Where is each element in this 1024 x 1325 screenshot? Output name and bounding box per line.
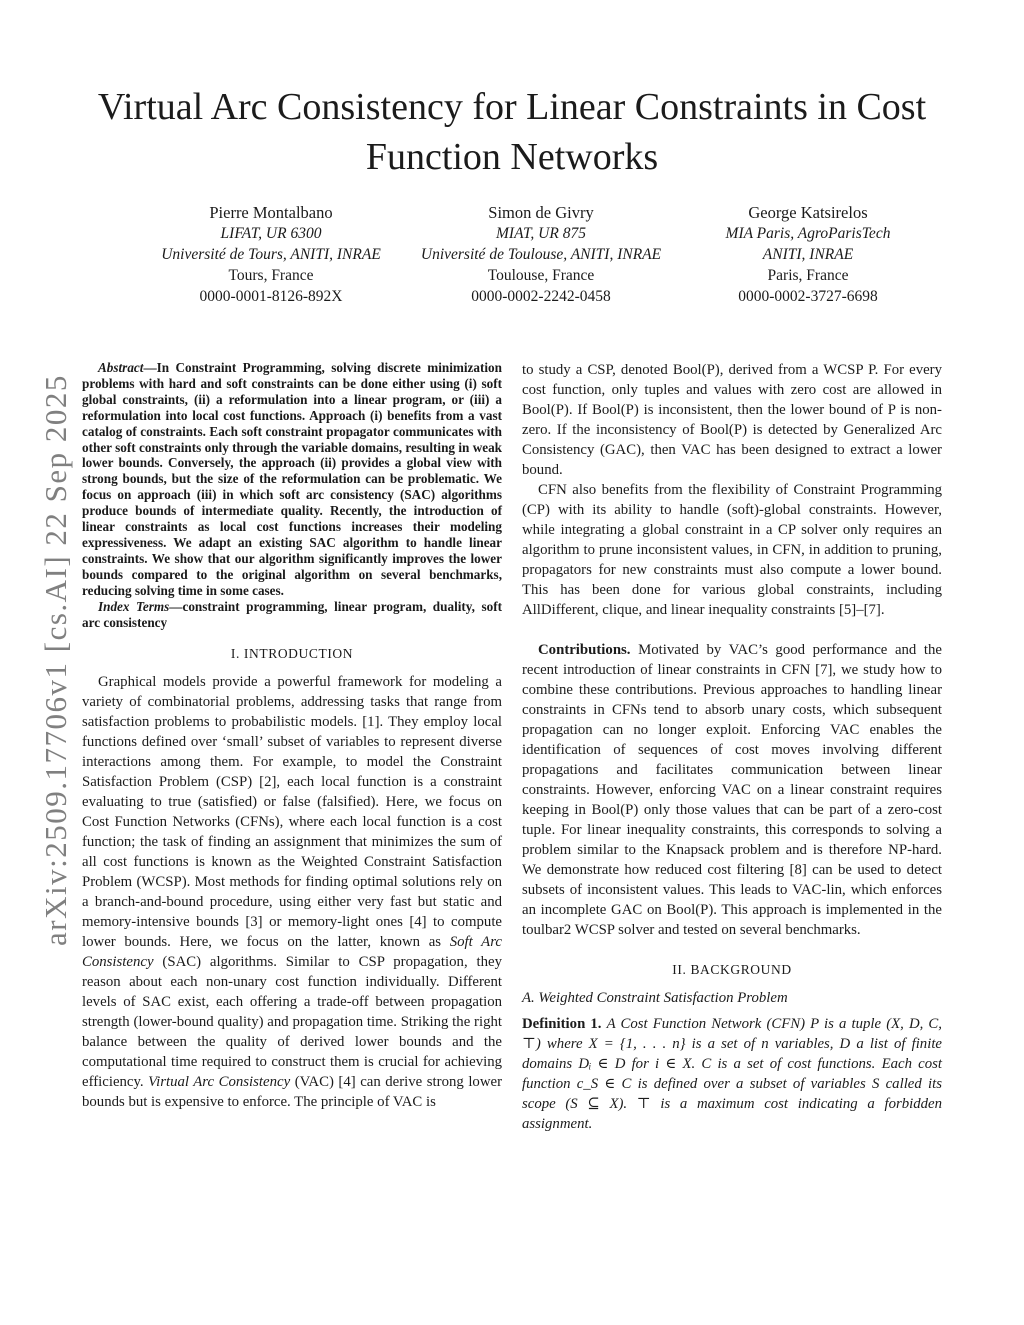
intro-emphasis-vac: Virtual Arc Consistency <box>148 1074 291 1091</box>
author-lab: MIAT, UR 875 <box>496 225 586 242</box>
index-terms-text: constraint programming, linear program, duality, soft arc consistency <box>82 598 503 630</box>
author-lab: LIFAT, UR 6300 <box>220 225 322 242</box>
definition-text: A Cost Function Network (CFN) P is a tuple (X, D, C, ⊤) where X = {1, . . . n} is a set of n variables, D a list of finite domains Dᵢ ∈ D for i ∈ X. C is a set of cost functions. Each cost function c_S ∈ C is defined over a subset of variables S called its scope (S ⊆ X). ⊤ is a maximum cost indicating a forbidden assignment. <box>522 1016 942 1132</box>
abstract-text: In Constraint Programming, solving discrete minimization problems with hard and soft constraints can be done either using (i) soft global constraints, (ii) a reformulation into a linear program, or (iii) a reformulation into local cost functions. Approach (i) benefits from a vast catalog of constraints. Each soft constraint propagator communicates with other soft constraints only through the variable domains, resulting in weak lower bounds. Conversely, the approach (ii) provides a global view with strong bounds, but the size of the reformulation can be problematic. We focus on approach (iii) in which soft arc consistency (SAC) algorithms produce bounds of intermediate quality. Recently, the introduction of linear constraints as local cost functions increases their modeling expressiveness. We adapt an existing SAC algorithm to handle linear constraints. We show that our algorithm significantly improves the lower bounds compared to the original algorithm on several benchmarks, reducing solving time in some cases. <box>82 360 502 598</box>
author-location: Toulouse, France <box>487 267 595 284</box>
intro-paragraph <box>82 672 502 1112</box>
intro-text: Graphical models provide a powerful framework for modeling a variety of combinatorial problems, addressing tasks that range from satisfaction problems to probabilistic models. [1]. They employ local functions defined over ‘small’ subset of variables to represent diverse interactions among them. For example, to model the Constraint Satisfaction Problem (CSP) [2], each local function is a constraint evaluating to true (satisfied) or false (falsified). Here, we focus on Cost Function Networks (CFNs), where each local function is a cost function; the task of finding an assignment that minimizes the sum of all cost functions is known as the Weighted Constraint Satisfaction Problem (WCSP). Most methods for finding optimal solutions rely on a branch-and-bound procedure, using either very fast but static and memory-intensive bounds [3] or memory-light ones [4] to compute lower bounds. Here, we focus on the latter, known as <box>82 674 502 951</box>
author-location: Tours, France <box>228 267 314 284</box>
index-terms-label: Index Terms <box>98 598 170 614</box>
intro-emphasis: Soft Arc Consistency <box>82 934 502 971</box>
author-name: Simon de Givry <box>488 203 594 222</box>
contributions-text: Motivated by VAC’s good performance and the recent introduction of linear constraints in CFN [7], we study how to combine these contributions. Previous approaches to handling linear constraints in CFNs tend to absorb unary costs, which subsequent propagation can no longer exploit. Enforcing VAC enables the identification of sequences of cost moves involving different propagations and facilitates communication between linear constraints. However, enforcing VAC on a linear constraint requires keeping in Bool(P) only those values that can be part of a zero-cost tuple. For linear inequality constraints, this corresponds to solving a problem similar to the Knapsack problem and is therefore NP-hard. We demonstrate how reduced cost filtering [8] can be used to detect subsets of inconsistent values. This leads to VAC-lin, which enforces an incomplete GAC on Bool(P). This approach is implemented in the toulbar2 WCSP solver and tested on several benchmarks. <box>522 642 942 938</box>
contributions-label: Contributions. <box>538 642 631 658</box>
vac-principle-paragraph: to study a CSP, denoted Bool(P), derived from a WCSP P. For every cost function, only tuples and values with zero cost are allowed in Bool(P). If Bool(P) is inconsistent, then the lower bound of P is non-zero. If the inconsistency of Bool(P) is detected by Generalized Arc Consistency (GAC), then VAC has been designed to extract a lower bound. <box>522 362 942 478</box>
subsection-heading: A. Weighted Constraint Satisfaction Problem <box>522 990 788 1006</box>
author-orcid: 0000-0001-8126-892X <box>199 288 343 305</box>
abstract-label: Abstract <box>98 360 144 375</box>
author-name: George Katsirelos <box>748 203 868 222</box>
cfn-cp-paragraph: CFN also benefits from the flexibility of Constraint Programming (CP) with its ability to handle (soft)-global constraints. However, while integrating a global constraint in a CP solver only requires an algorithm to prune inconsistent values, in CFN, in addition to pruning, propagators for new constraints must also compute a lower bound. This has been done for various global constraints, including AllDifferent, clique, and linear inequality constraints [5]–[7]. <box>522 482 942 618</box>
arxiv-identifier: arXiv:2509.17706v1 [cs.AI] 22 Sep 2025 <box>38 374 73 946</box>
abstract: Abstract—In Constraint Programming, solving discrete minimization problems with hard and soft constraints can be done either using (i) soft global constraints, (ii) a reformulation into a linear program, or (iii) a reformulation into local cost functions. Approach (i) benefits from a vast catalog of constraints. Each soft constraint propagator communicates with other soft constraints only through the variable domains, resulting in weak lower bounds. Conversely, the approach (ii) provides a global view with strong bounds, but the size of the reformulation can be problematic. We focus on approach (iii) in which soft arc consistency (SAC) algorithms produce bounds of intermediate quality. Recently, the introduction of linear constraints as local cost functions increases their modeling expressiveness. We adapt an existing SAC algorithm to handle linear constraints. We show that our algorithm significantly improves the lower bounds compared to the original algorithm on several benchmarks, reducing solving time in some cases. <box>82 360 502 598</box>
author-affiliation: Université de Toulouse, ANITI, INRAE <box>420 246 662 263</box>
author-location: Paris, France <box>767 267 849 284</box>
left-column <box>82 360 502 1112</box>
author-affiliation: ANITI, INRAE <box>762 246 854 263</box>
author-affiliation: Université de Tours, ANITI, INRAE <box>161 246 381 263</box>
author-block <box>121 202 421 307</box>
index-terms: Index Terms—constraint programming, linear program, duality, soft arc consistency <box>82 598 503 630</box>
author-orcid: 0000-0002-2242-0458 <box>471 288 611 305</box>
right-column <box>522 360 942 1134</box>
definition-label: Definition 1. <box>522 1016 602 1032</box>
author-lab: MIA Paris, AgroParisTech <box>725 225 891 242</box>
intro-text-cont: (SAC) algorithms. Similar to CSP propagation, they reason about each non-unary cost function individually. Different levels of SAC exist, each offering a trade-off between propagation strength (lower-bound quality) and propagation time. Striking the right balance between the quality of derived lower bounds and the computational time required to construct them is crucial for achieving efficiency. <box>82 954 503 1091</box>
definition-1 <box>522 1014 942 1134</box>
paper-title: Virtual Arc Consistency for Linear Constraints in Cost Function Networks <box>97 86 927 178</box>
author-block <box>658 202 958 307</box>
contributions-paragraph <box>522 640 942 940</box>
author-orcid: 0000-0002-3727-6698 <box>738 288 878 305</box>
section-heading-introduction: I. INTRODUCTION <box>230 646 354 662</box>
author-block <box>391 202 691 307</box>
author-name: Pierre Montalbano <box>209 203 333 222</box>
section-heading-background: II. BACKGROUND <box>672 962 792 977</box>
intro-text-end: (VAC) [4] can derive strong lower bounds but is expensive to enforce. The principle of VAC is <box>82 1074 503 1111</box>
